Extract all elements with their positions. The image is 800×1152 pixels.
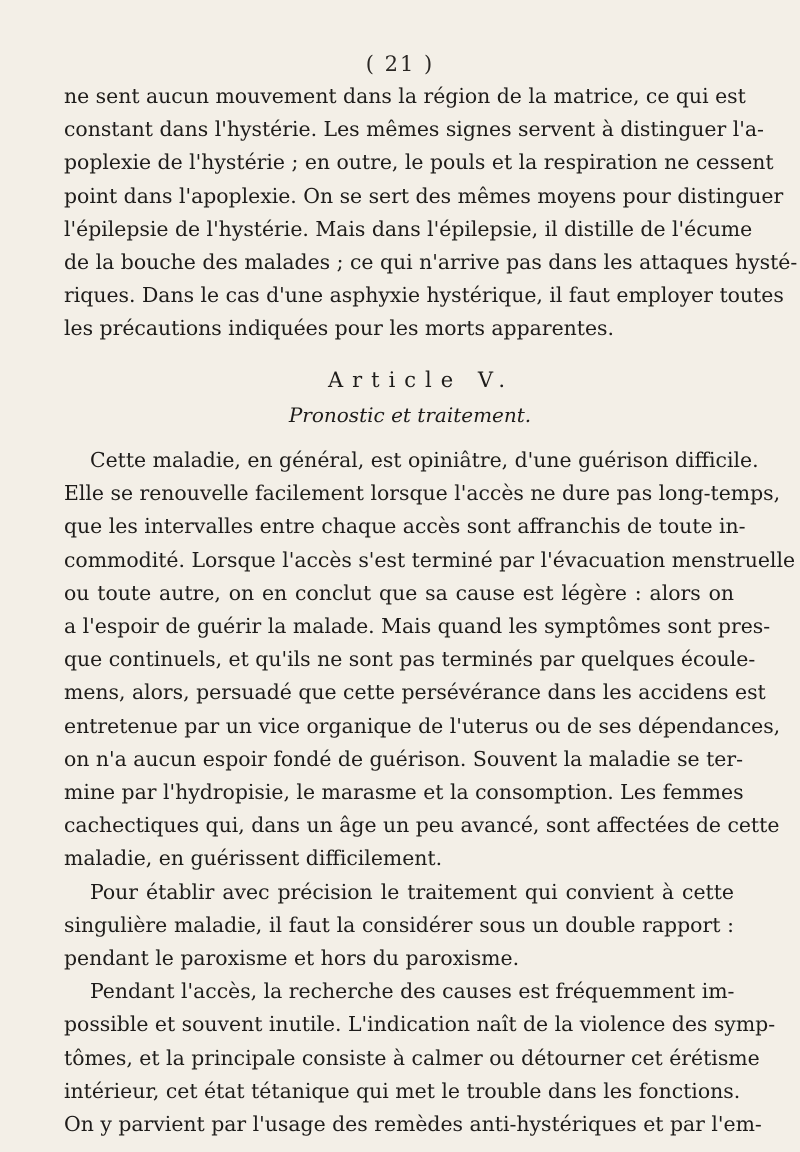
treatment-paragraph: [64, 876, 734, 976]
page-number: ( 21 ): [365, 52, 435, 76]
text-line: mens, alors, persuadé que cette persévérance dans les accidens est: [64, 680, 766, 705]
text-line: l'épilepsie de l'hystérie. Mais dans l'épilepsie, il distille de l'écume: [64, 216, 753, 241]
article-heading: Article V.: [327, 367, 515, 392]
text-line: les précautions indiquées pour les morts apparentes.: [64, 316, 614, 341]
text-line: on n'a aucun espoir fondé de guérison. Souvent la maladie se ter-: [64, 746, 743, 771]
prognosis-paragraph: [64, 444, 796, 876]
text-line: point dans l'apoplexie. On se sert des mêmes moyens pour distinguer: [64, 183, 784, 208]
intro-paragraph: [64, 80, 798, 346]
text-line: singulière maladie, il faut la considérer sous un double rapport :: [64, 912, 734, 937]
text-line: riques. Dans le cas d'une asphyxie hystérique, il faut employer toutes: [64, 283, 784, 308]
text-line: pendant le paroxisme et hors du paroxisme.: [64, 946, 520, 971]
text-line: que continuels, et qu'ils ne sont pas terminés par quelques écoule-: [64, 647, 756, 672]
text-line: constant dans l'hystérie. Les mêmes signes servent à distinguer l'a-: [64, 117, 764, 142]
text-line: poplexie de l'hystérie ; en outre, le pouls et la respiration ne cessent: [64, 150, 774, 175]
text-line: que les intervalles entre chaque accès sont affranchis de toute in-: [64, 514, 746, 539]
text-line: ou toute autre, on en conclut que sa cause est légère : alors on: [64, 580, 734, 605]
text-line: ne sent aucun mouvement dans la région de la matrice, ce qui est: [64, 84, 746, 108]
text-line: On y parvient par l'usage des remèdes anti-hystériques et par l'em-: [64, 1112, 762, 1137]
text-line: cachectiques qui, dans un âge un peu avancé, sont affectées de cette: [64, 813, 780, 838]
text-line: intérieur, cet état tétanique qui met le trouble dans les fonctions.: [64, 1078, 741, 1103]
text-line: maladie, en guérissent difficilement.: [64, 846, 443, 871]
text-line: Elle se renouvelle facilement lorsque l'accès ne dure pas long-temps,: [64, 481, 781, 506]
text-line: Cette maladie, en général, est opiniâtre, d'une guérison difficile.: [90, 448, 759, 473]
text-line: possible et souvent inutile. L'indication naît de la violence des symp-: [64, 1012, 776, 1037]
text-block: [64, 80, 798, 1141]
text-line: Pendant l'accès, la recherche des causes est fréquemment im-: [90, 979, 735, 1004]
text-line: Pour établir avec précision le traitement qui convient à cette: [90, 879, 734, 904]
paroxysm-paragraph: [64, 975, 776, 1141]
text-line: de la bouche des malades ; ce qui n'arrive pas dans les attaques hysté-: [64, 250, 798, 275]
text-line: commodité. Lorsque l'accès s'est terminé par l'évacuation menstruelle: [64, 547, 796, 572]
text-line: entretenue par un vice organique de l'uterus ou de ses dépendances,: [64, 713, 781, 738]
text-line: a l'espoir de guérir la malade. Mais quand les symptômes sont pres-: [64, 614, 771, 639]
article-subheading: Pronostic et traitement.: [288, 402, 532, 427]
text-line: mine par l'hydropisie, le marasme et la consomption. Les femmes: [64, 780, 744, 805]
text-line: tômes, et la principale consiste à calmer ou détourner cet érétisme: [64, 1045, 760, 1070]
